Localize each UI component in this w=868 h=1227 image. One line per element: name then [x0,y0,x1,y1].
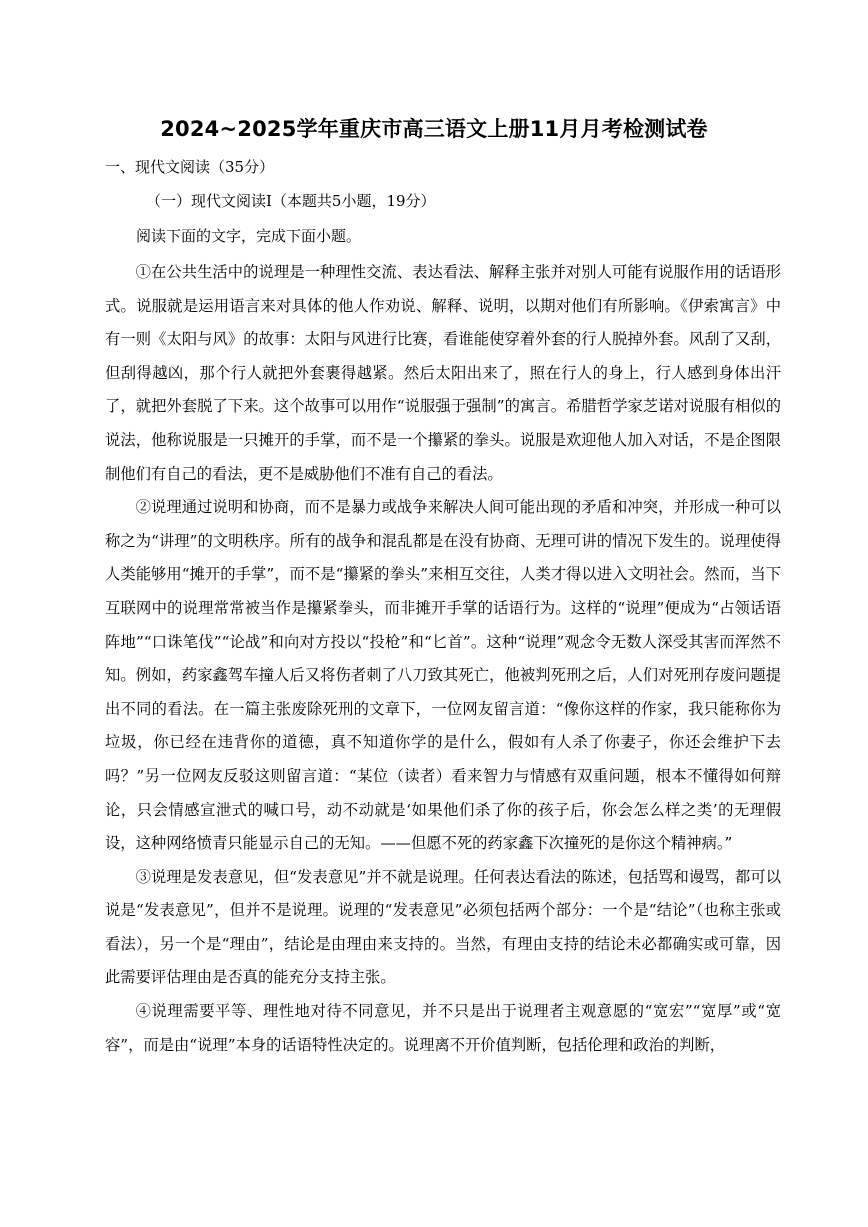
section-heading: 一、现代文阅读（35分） [105,158,275,176]
paragraph-1: ①在公共生活中的说理是一种理性交流、表达看法、解释主张并对别人可能有说服作用的话语形式。说服就是运用语言来对具体的他人作劝说、解释、说明，以期对他们有所影响。《伊索寓言》中有一则《太阳与风》的故事：太阳与风进行比赛，看谁能使穿着外套的行人脱掉外套。风刮了又刮，但刮得越凶，那个行人就把外套裹得越紧。然后太阳出来了，照在行人的身上，行人感到身体出汗了，就把外套脱了下来。这个故事可以用作“说服强于强制”的寓言。希腊哲学家芝诺对说服有相似的说法，他称说服是一只摊开的手掌，而不是一个攥紧的拳头。说服是欢迎他人加入对话，不是企图限制他们有自己的看法，更不是威胁他们不准有自己的看法。 [105,263,781,483]
paragraph-4: ④说理需要平等、理性地对待不同意见，并不只是出于说理者主观意愿的“宽宏”“宽厚”或“宽容”，而是由“说理”本身的话语特性决定的。说理离不开价值判断，包括伦理和政治的判断， [105,1002,781,1054]
subsection-heading: （一）现代文阅读Ⅰ（本题共5小题，19分） [146,192,436,210]
reading-instruction: 阅读下面的文字，完成下面小题。 [136,227,362,245]
paragraph-2: ②说理通过说明和协商，而不是暴力或战争来解决人间可能出现的矛盾和冲突，并形成一种可以称之为“讲理”的文明秩序。所有的战争和混乱都是在没有协商、无理可讲的情况下发生的。说理使得人类能够用“摊开的手掌”，而不是“攥紧的拳头”来相互交往，人类才得以进入文明社会。然而，当下互联网中的说理常常被当作是攥紧拳头，而非摊开手掌的话语行为。这样的“说理”便成为“占领话语阵地”“口诛笔伐”“论战”和向对方投以“投枪”和“匕首”。这种“说理”观念令无数人深受其害而浑然不知。例如，药家鑫驾车撞人后又将伤者刺了八刀致其死亡，他被判死刑之后，人们对死刑存废问题提出不同的看法。在一篇主张废除死刑的文章下，一位网友留言道：“像你这样的作家，我只能称你为垃圾，你已经在违背你的道德，真不知道你学的是什么，假如有人杀了你妻子，你还会维护下去吗？”另一位网友反驳这则留言道：“某位（读者）看来智力与情感有双重问题，根本不懂得如何辩论，只会情感宣泄式的喊口号，动不动就是‘如果他们杀了你的孩子后，你会怎么样之类’的无理假设，这种网络愤青只能显示自己的无知。——但愿不死的药家鑫下次撞死的是你这个精神病。” [105,498,781,853]
document-title: 2024~2025学年重庆市高三语文上册11月月考检测试卷 [160,117,708,141]
passage-body [105,256,781,1062]
paragraph-3: ③说理是发表意见，但“发表意见”并不就是说理。任何表达看法的陈述，包括骂和谩骂，都可以说是“发表意见”，但并不是说理。说理的“发表意见”必须包括两个部分：一个是“结论”（也称主张或看法），另一个是“理由”，结论是由理由来支持的。当然，有理由支持的结论未必都确实或可靠，因此需要评估理由是否真的能充分支持主张。 [105,867,781,987]
